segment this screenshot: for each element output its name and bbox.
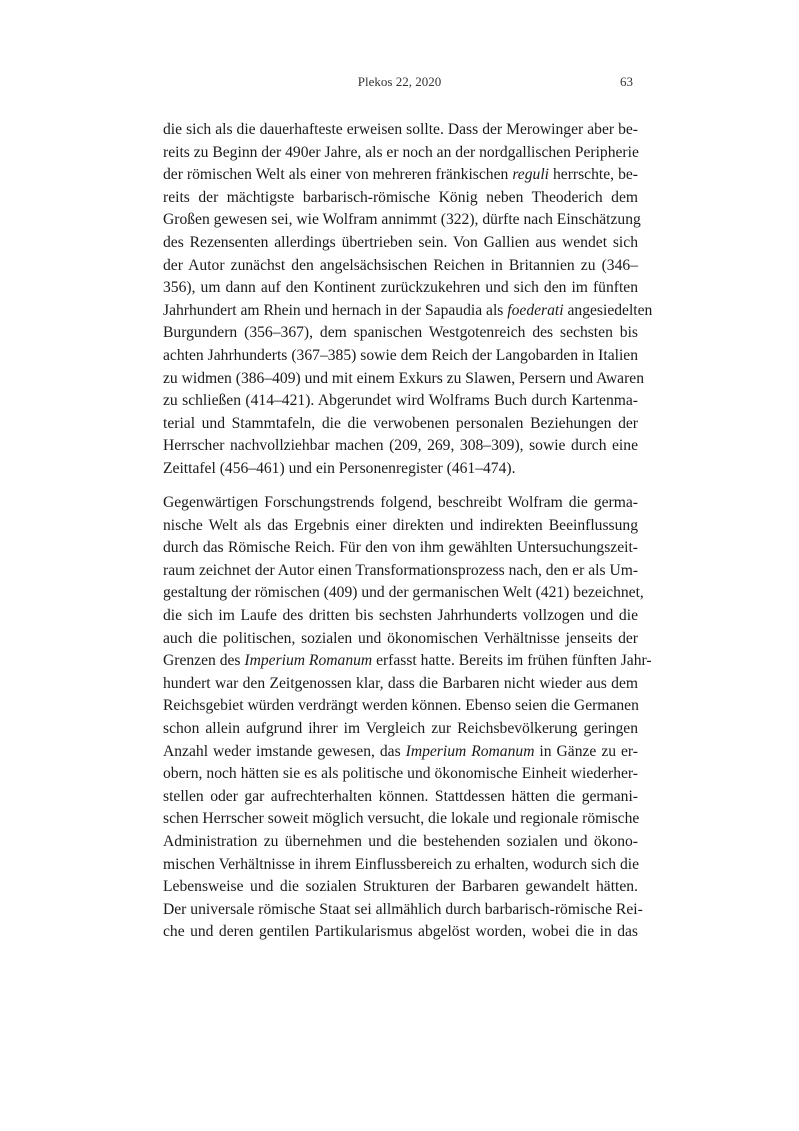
text-run: obern, noch hätten sie es als politische und ökonomische Einheit wiederher- — [163, 765, 638, 783]
text-line — [163, 142, 638, 165]
text-run: Jahrhundert am Rhein und hernach in der Sapaudia als — [163, 301, 508, 319]
text-run: herrschte, be- — [548, 166, 638, 184]
text-line — [163, 876, 638, 899]
text-run: Großen gewesen sei, wie Wolfram annimmt (322), dürfte nach Einschätzung — [163, 211, 641, 229]
text-line — [163, 368, 645, 391]
text-run: Grenzen des — [163, 652, 245, 670]
text-run: hundert war den Zeitgenossen klar, dass die Barbaren nicht wieder aus dem — [163, 674, 638, 692]
text-line — [163, 255, 638, 278]
paragraph-2 — [163, 492, 652, 944]
text-run: die sich als die dauerhafteste erweisen sollte. Dass der Merowinger aber be- — [163, 121, 638, 138]
text-line — [163, 741, 638, 764]
text-run: Burgundern (356–367), dem spanischen Westgotenreich des sechsten bis — [163, 324, 638, 342]
text-line — [163, 628, 638, 651]
text-run: Gegenwärtigen Forschungstrends folgend, beschreibt Wolfram die germa- — [163, 494, 638, 511]
text-line — [163, 209, 641, 232]
text-run: Administration zu übernehmen und die bestehenden sozialen und ökono- — [163, 832, 638, 850]
text-run: in Gänze zu er- — [534, 742, 638, 760]
text-run: durch das Römische Reich. Für den von ihm gewählten Untersuchungszeit- — [163, 539, 638, 557]
text-line — [163, 605, 638, 628]
text-line — [163, 921, 638, 944]
text-run: mischen Verhältnisse in ihrem Einflussbereich zu erhalten, wodurch sich die — [163, 855, 640, 873]
text-line — [163, 413, 638, 436]
paragraph-1 — [163, 119, 653, 481]
text-line — [163, 582, 644, 605]
text-run: Zeittafel (456–461) und ein Personenregister (461–474). — [163, 459, 516, 477]
text-run: terial und Stammtafeln, die die verwobenen personalen Beziehungen der — [163, 414, 638, 432]
text-line — [163, 515, 638, 538]
text-run: 356), um dann auf den Kontinent zurückzukehren und sich den im fünften — [163, 279, 638, 297]
text-run: stellen oder gar aufrechterhalten können. Stattdessen hätten die germani- — [163, 787, 638, 805]
text-run: Reichsgebiet würden verdrängt werden können. Ebenso seien die Germanen — [163, 697, 639, 715]
italic-term: reguli — [512, 166, 549, 184]
text-run: die sich im Laufe des dritten bis sechsten Jahrhunderts vollzogen und die — [163, 606, 638, 624]
text-run: angesiedelten — [563, 301, 653, 319]
text-line — [163, 435, 638, 458]
italic-term: foederati — [507, 301, 564, 319]
text-run: gestaltung der römischen (409) und der germanischen Welt (421) bezeichnet, — [163, 584, 644, 602]
text-run: schen Herrscher soweit möglich versucht, die lokale und regionale römische — [163, 810, 640, 828]
text-run: Anzahl weder imstande gewesen, das — [163, 742, 406, 760]
text-run: erfasst hatte. Bereits im frühen fünften Jahr- — [372, 652, 652, 670]
text-run: reits der mächtigste barbarisch-römische König neben Theoderich dem — [163, 188, 638, 206]
text-line — [163, 345, 638, 368]
text-line — [163, 277, 638, 300]
text-run: zu widmen (386–409) und mit einem Exkurs zu Slawen, Persern und Awaren — [163, 369, 645, 387]
text-run: des Rezensenten allerdings übertrieben sein. Von Gallien aus wendet sich — [163, 233, 638, 251]
text-run: schon allein aufgrund ihrer im Vergleich zur Reichsbevölkerung geringen — [163, 719, 638, 737]
text-run: der römischen Welt als einer von mehreren fränkischen — [163, 166, 513, 184]
text-run: raum zeichnet der Autor einen Transformationsprozess nach, den er als Um- — [163, 561, 639, 579]
text-line — [163, 164, 638, 187]
text-line — [163, 560, 638, 583]
text-line — [163, 390, 638, 413]
text-line — [163, 673, 638, 696]
text-run: der Autor zunächst den angelsächsischen Reichen in Britannien zu (346– — [163, 256, 638, 274]
italic-term: Imperium Romanum — [405, 742, 535, 760]
text-line — [163, 119, 638, 142]
text-line — [163, 458, 638, 481]
text-line — [163, 537, 638, 560]
text-line — [163, 232, 638, 255]
text-run: che und deren gentilen Partikularismus abgelöst worden, wobei die in das — [163, 923, 638, 941]
text-run: reits zu Beginn der 490er Jahre, als er noch an der nordgallischen Peripherie — [163, 143, 639, 161]
text-line — [163, 300, 653, 323]
text-line — [163, 808, 638, 831]
text-line — [163, 492, 638, 515]
text-line — [163, 854, 638, 877]
text-run: zu schließen (414–421). Abgerundet wird Wolframs Buch durch Kartenma- — [163, 392, 638, 410]
text-line — [163, 786, 638, 809]
text-line — [163, 650, 652, 673]
text-line — [163, 322, 638, 345]
text-run: Lebensweise und die sozialen Strukturen der Barbaren gewandelt hätten. — [163, 878, 638, 896]
italic-term: Imperium Romanum — [244, 652, 373, 670]
text-line — [163, 831, 638, 854]
text-line — [163, 899, 643, 922]
text-run: auch die politischen, sozialen und ökonomischen Verhältnisse jenseits der — [163, 629, 638, 647]
text-run: nische Welt als das Ergebnis einer direkten und indirekten Beeinflussung — [163, 516, 638, 534]
text-run: Der universale römische Staat sei allmählich durch barbarisch-römische Rei- — [163, 900, 643, 918]
text-line — [163, 718, 638, 741]
text-line — [163, 763, 638, 786]
running-header-title: Plekos 22, 2020 — [357, 74, 442, 89]
text-run: achten Jahrhunderts (367–385) sowie dem Reich der Langobarden in Italien — [163, 346, 638, 364]
text-line — [163, 187, 638, 210]
text-line — [163, 695, 638, 718]
text-run: Herrscher nachvollziehbar machen (209, 269, 308–309), sowie durch eine — [163, 437, 638, 455]
page-number: 63 — [620, 74, 633, 89]
